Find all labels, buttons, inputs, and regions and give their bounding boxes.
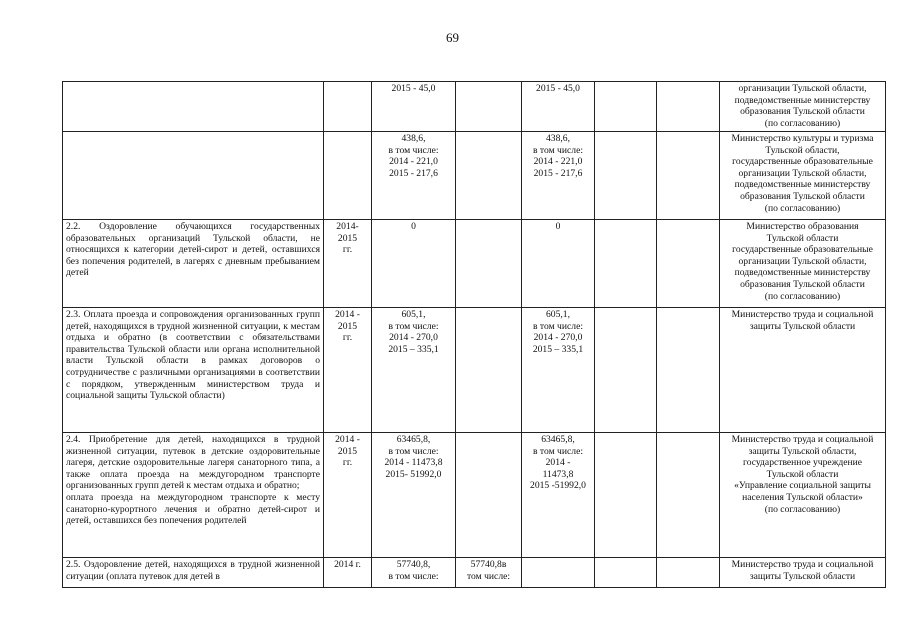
cell-text: 63465,8, xyxy=(541,434,575,445)
cell-text: в том числе: xyxy=(388,144,439,156)
local-funding-cell xyxy=(595,308,657,433)
other-funding-cell xyxy=(657,433,720,558)
executor-cell xyxy=(720,308,886,433)
cell-text: защиты Тульской области, xyxy=(748,445,857,457)
total-funding-cell xyxy=(372,220,456,308)
other-funding-cell xyxy=(657,308,720,433)
regional-funding-cell xyxy=(522,220,595,308)
term-cell xyxy=(324,220,372,308)
local-funding-cell xyxy=(595,220,657,308)
cell-text: защиты Тульской области xyxy=(749,320,856,332)
cell-text: государственное учреждение xyxy=(743,457,862,469)
cell-text: организации Тульской области, xyxy=(738,83,867,94)
other-funding-cell xyxy=(657,132,720,220)
cell-text: образования Тульской области xyxy=(740,190,865,202)
total-funding-cell xyxy=(372,558,456,588)
table-row xyxy=(63,220,886,308)
cell-text: государственные образовательные xyxy=(732,156,873,168)
table-row xyxy=(63,558,886,588)
cell-text: 605,1, xyxy=(401,309,426,320)
table-row xyxy=(63,82,886,132)
cell-text: гг. xyxy=(342,457,353,469)
cell-text: в том числе: xyxy=(388,445,439,457)
cell-text: в том числе: xyxy=(388,320,439,332)
total-funding-cell xyxy=(372,132,456,220)
activity-name-cell xyxy=(63,308,324,433)
activity-name-cell xyxy=(63,132,324,220)
local-funding-cell xyxy=(595,132,657,220)
cell-text: 2014- xyxy=(336,221,359,232)
cell-text: 2.3. Оплата проезда и сопровождения организованных групп детей, находящихся в трудной жизненной ситуации, к местам отдыха и обратно (в соответствии с обязательствами правительства Тульской области или органа исполнительной власти Тульской области в рамках договоров о сотрудничестве с различными организациями в соответствии с порядком, утвержденным министерством труда и социальной защиты Тульской области) xyxy=(66,309,320,402)
term-cell xyxy=(324,308,372,433)
cell-text: в том числе: xyxy=(532,320,583,332)
local-funding-cell xyxy=(595,558,657,588)
cell-text: Министерство труда и социальной xyxy=(731,434,874,445)
cell-text: 2015 xyxy=(337,445,358,457)
cell-text: оплата проезда на междугородном транспорте к месту санаторно-курортного лечения и обратно детей-сирот и детей, оставшихся без попечения родителей xyxy=(66,491,320,527)
cell-text: (по согласованию) xyxy=(764,290,841,302)
executor-cell xyxy=(720,433,886,558)
federal-funding-cell xyxy=(456,433,522,558)
cell-text: 2015 - 45,0 xyxy=(536,83,580,94)
cell-text: 605,1, xyxy=(546,309,570,320)
cell-text: 2015 - 217,6 xyxy=(389,167,438,179)
page-number: 69 xyxy=(446,30,459,45)
cell-text: Тульской области, xyxy=(765,144,840,156)
program-table xyxy=(62,81,886,588)
cell-text: (по согласованию) xyxy=(764,117,841,129)
cell-text: Тульской области xyxy=(766,468,839,480)
cell-text: том числе: xyxy=(466,570,511,582)
cell-text: организации Тульской области, xyxy=(738,167,867,179)
cell-text: в том числе: xyxy=(532,445,583,457)
table-row xyxy=(63,308,886,433)
other-funding-cell xyxy=(657,82,720,132)
cell-text: 2.4. Приобретение для детей, находящихся в трудной жизненной ситуации, путевок в детские оздоровительные лагеря, детские оздоровительные лагеря санаторного типа, а также оплата проезда на междугородном транспорте организованных групп детей к местам отдыха и обратно; xyxy=(66,434,320,492)
regional-funding-cell xyxy=(522,433,595,558)
table-row xyxy=(63,132,886,220)
cell-text: 2014 - 221,0 xyxy=(533,156,583,168)
cell-text: Министерство образования xyxy=(746,221,859,232)
federal-funding-cell xyxy=(456,132,522,220)
cell-text: 2014 - 221,0 xyxy=(389,156,438,168)
cell-text: Министерство культуры и туризма xyxy=(731,133,874,144)
cell-text: 2015 -51992,0 xyxy=(530,480,586,492)
cell-text: 11473,8 xyxy=(542,468,574,480)
federal-funding-cell xyxy=(456,220,522,308)
activity-name-cell xyxy=(63,220,324,308)
cell-text: 2015 xyxy=(337,320,358,332)
cell-text: 2015- 51992,0 xyxy=(385,468,442,480)
regional-funding-cell xyxy=(522,132,595,220)
activity-name-cell xyxy=(63,433,324,558)
regional-funding-cell xyxy=(522,82,595,132)
cell-text: в том числе: xyxy=(532,144,583,156)
cell-text: Министерство труда и социальной xyxy=(731,559,874,570)
table-row xyxy=(63,433,886,558)
cell-text: 2014 - xyxy=(335,434,360,445)
cell-text: подведомственные министерству xyxy=(734,267,871,279)
cell-text: гг. xyxy=(342,244,353,256)
cell-text: 2014 г. xyxy=(334,559,361,570)
cell-text: 2015 xyxy=(337,232,358,244)
activity-name-cell xyxy=(63,558,324,588)
cell-text: 438,6, xyxy=(401,133,426,144)
regional-funding-cell xyxy=(522,558,595,588)
other-funding-cell xyxy=(657,220,720,308)
cell-text: организации Тульской области, xyxy=(738,255,867,267)
cell-text: Тульской области xyxy=(766,232,839,244)
cell-text: 2.2. Оздоровление обучающихся государственных образовательных организаций Тульской области, не относящихся к категории детей-сирот и детей, оставшихся без попечения родителей, в лагерях с дневным пребыванием детей xyxy=(66,221,320,279)
cell-text: 57740,8, xyxy=(396,559,431,570)
cell-text: 2014 - 270,0 xyxy=(533,332,583,344)
activity-name-cell xyxy=(63,82,324,132)
cell-text: 2015 - 45,0 xyxy=(391,83,436,94)
cell-text: населения Тульской области» xyxy=(742,491,863,503)
local-funding-cell xyxy=(595,433,657,558)
executor-cell xyxy=(720,558,886,588)
term-cell xyxy=(324,82,372,132)
cell-text: образования Тульской области xyxy=(740,106,865,118)
federal-funding-cell xyxy=(456,558,522,588)
cell-text: 2015 - 217,6 xyxy=(533,167,583,179)
federal-funding-cell xyxy=(456,308,522,433)
cell-text: 2014 - xyxy=(545,457,571,469)
cell-text: (по согласованию) xyxy=(764,202,841,214)
cell-text: 2.5. Оздоровление детей, находящихся в трудной жизненной ситуации (оплата путевок для детей в xyxy=(66,559,320,582)
cell-text: 57740,8в xyxy=(470,559,507,570)
cell-text: (по согласованию) xyxy=(764,503,841,515)
cell-text: защиты Тульской области xyxy=(749,570,856,582)
regional-funding-cell xyxy=(522,308,595,433)
cell-text: государственные образовательные xyxy=(732,244,873,256)
cell-text: 63465,8, xyxy=(396,434,431,445)
cell-text: 2014 - 270,0 xyxy=(389,332,438,344)
executor-cell xyxy=(720,132,886,220)
cell-text: 2015 – 335,1 xyxy=(388,343,439,355)
cell-text: образования Тульской области xyxy=(740,278,865,290)
cell-text: Министерство труда и социальной xyxy=(731,309,874,320)
term-cell xyxy=(324,558,372,588)
local-funding-cell xyxy=(595,82,657,132)
cell-text: 2014 - xyxy=(335,309,360,320)
cell-text: 0 xyxy=(555,221,561,232)
cell-text: в том числе: xyxy=(388,570,439,582)
cell-text: гг. xyxy=(342,332,353,344)
cell-text: 0 xyxy=(411,221,416,232)
cell-text: 2015 – 335,1 xyxy=(532,343,584,355)
total-funding-cell xyxy=(372,433,456,558)
term-cell xyxy=(324,132,372,220)
cell-text: «Управление социальной защиты xyxy=(734,480,871,492)
executor-cell xyxy=(720,82,886,132)
cell-text: 2014 - 11473,8 xyxy=(384,457,443,469)
cell-text: подведомственные министерству xyxy=(734,94,871,106)
federal-funding-cell xyxy=(456,82,522,132)
term-cell xyxy=(324,433,372,558)
total-funding-cell xyxy=(372,82,456,132)
executor-cell xyxy=(720,220,886,308)
cell-text: подведомственные министерству xyxy=(734,179,871,191)
other-funding-cell xyxy=(657,558,720,588)
cell-text: 438,6, xyxy=(546,133,570,144)
total-funding-cell xyxy=(372,308,456,433)
